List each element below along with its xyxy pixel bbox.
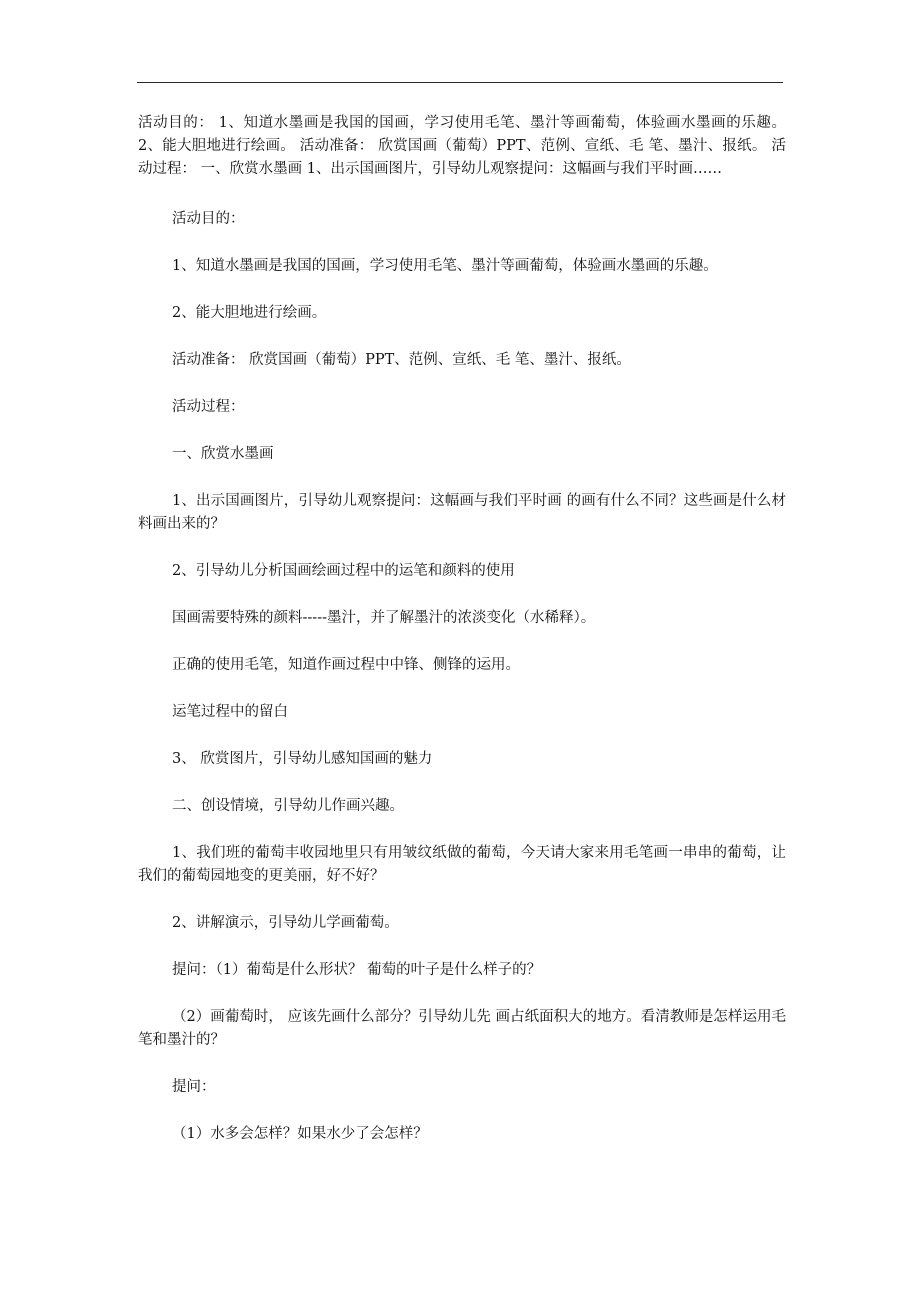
process-note-ink: 国画需要特殊的颜料-----墨汁，并了解墨汁的浓淡变化（水稀释）。 [172, 610, 596, 626]
goal-item-2: 2、能大胆地进行绘画。 [172, 305, 327, 321]
process-note-brush: 正确的使用毛笔，知道作画过程中中锋、侧锋的运用。 [172, 657, 520, 673]
goal-item-1: 1、知道水墨画是我国的国画，学习使用毛笔、墨汁等画葡萄，体验画水墨画的乐趣。 [172, 258, 718, 274]
question-2: （2）画葡萄时， 应该先画什么部分？引导幼儿先 画占纸面积大的地方。看清教师是怎样运用毛笔和墨汁的？ [138, 1009, 786, 1048]
process-step-2: 2、引导幼儿分析国画绘画过程中的运笔和颜料的使用 [172, 563, 515, 579]
activity-preparation: 活动准备： 欣赏国画（葡萄）PPT、范例、宣纸、毛 笔、墨汁、报纸。 [172, 352, 631, 368]
process-step-3: 3、 欣赏图片，引导幼儿感知国画的魅力 [172, 751, 433, 767]
scenario-step-2: 2、讲解演示，引导幼儿学画葡萄。 [172, 915, 399, 931]
question-heading: 提问： [172, 1079, 216, 1095]
document-body [138, 208, 786, 1146]
process-note-blank: 运笔过程中的留白 [172, 704, 288, 720]
process-step-1: 1、出示国画图片，引导幼儿观察提问：这幅画与我们平时画 的画有什么不同？这些画是什么材料画出来的？ [138, 493, 786, 532]
header-rule [137, 82, 783, 83]
heading-activity-goals: 活动目的： [172, 211, 245, 227]
scenario-step-1: 1、我们班的葡萄丰收园地里只有用皱纹纸做的葡萄，今天请大家来用毛笔画一串串的葡萄，让我们的葡萄园地变的更美丽，好不好？ [138, 845, 786, 884]
summary-paragraph: 活动目的： 1、知道水墨画是我国的国画，学习使用毛笔、墨汁等画葡萄，体验画水墨画的乐趣。 2、能大胆地进行绘画。 活动准备： 欣赏国画（葡萄）PPT、范例、宣纸、毛 笔、墨汁、报纸。 活动过程： 一、欣赏水墨画 1、出示国画图片，引导幼儿观察提问：这幅画与我们平时画…… [138, 115, 786, 177]
section-heading-2: 二、创设情境，引导幼儿作画兴趣。 [172, 798, 404, 814]
section-heading-1: 一、欣赏水墨画 [172, 446, 274, 462]
question-water: （1）水多会怎样？如果水少了会怎样？ [172, 1126, 428, 1142]
heading-activity-process: 活动过程： [172, 399, 245, 415]
question-1: 提问：（1）葡萄是什么形状？ 葡萄的叶子是什么样子的？ [172, 962, 542, 978]
